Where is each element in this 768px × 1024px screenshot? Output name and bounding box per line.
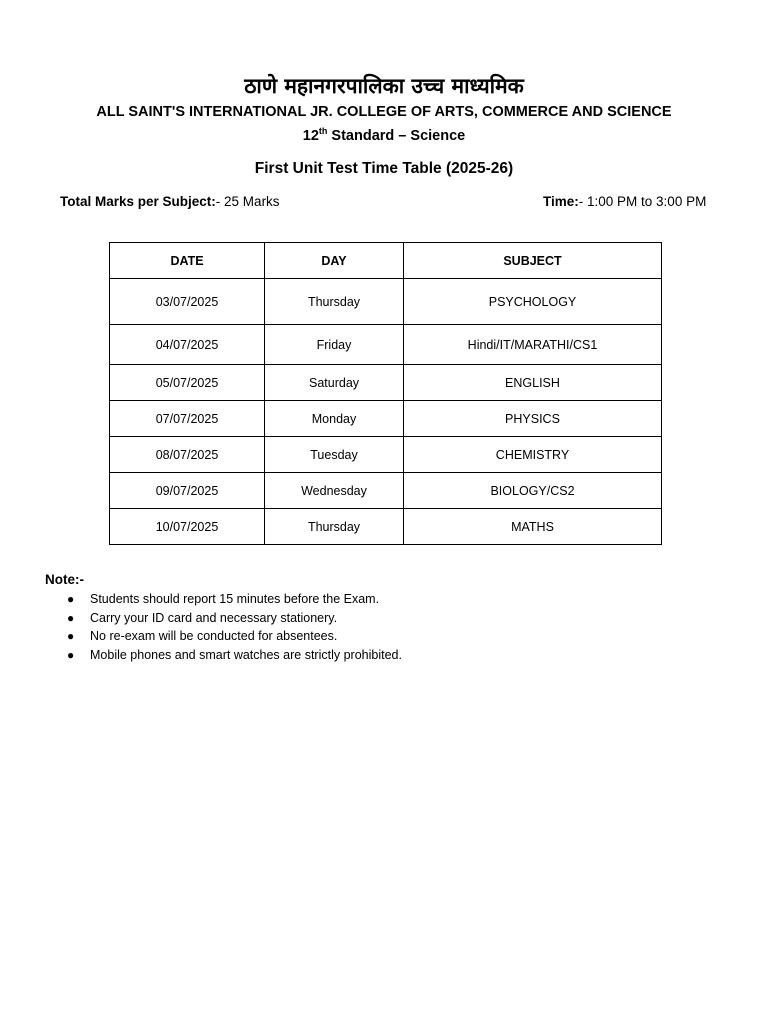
exam-time-label: Time: [543, 194, 579, 209]
row-day: Thursday [265, 279, 404, 325]
standard-heading [0, 126, 768, 144]
row-day: Tuesday [265, 437, 404, 473]
row-day: Monday [265, 401, 404, 437]
note-text: Students should report 15 minutes before the Exam. [90, 592, 380, 606]
row-day: Saturday [265, 365, 404, 401]
row-subject: ENGLISH [404, 365, 662, 401]
notes-list [45, 590, 402, 664]
header-subject: SUBJECT [404, 243, 662, 279]
table-row [110, 279, 662, 325]
row-date: 04/07/2025 [110, 325, 265, 365]
row-date: 07/07/2025 [110, 401, 265, 437]
header-day: DAY [265, 243, 404, 279]
list-item [45, 627, 402, 646]
bullet-icon: ● [67, 610, 75, 625]
row-subject: BIOLOGY/CS2 [404, 473, 662, 509]
total-marks [60, 194, 280, 209]
note-text: Carry your ID card and necessary stationery. [90, 610, 338, 625]
list-item [45, 646, 402, 665]
row-subject: CHEMISTRY [404, 437, 662, 473]
table-row [110, 401, 662, 437]
row-subject: MATHS [404, 509, 662, 545]
note-text: No re-exam will be conducted for absentees. [90, 629, 338, 643]
timetable-title: First Unit Test Time Table (2025-26) [254, 160, 514, 177]
table-header-row [110, 243, 662, 279]
table-row [110, 365, 662, 401]
table-row [110, 509, 662, 545]
row-date: 08/07/2025 [110, 437, 265, 473]
table-row [110, 325, 662, 365]
bullet-icon: ● [67, 592, 75, 606]
standard-rest: Standard – Science [327, 127, 466, 144]
organization-title: ठाणे महानगरपालिका उच्च माध्यमिक [244, 74, 524, 98]
bullet-icon: ● [67, 647, 75, 662]
school-name: ALL SAINT'S INTERNATIONAL JR. COLLEGE OF ARTS, COMMERCE AND SCIENCE [96, 104, 672, 120]
list-item [45, 609, 402, 628]
note-text: Mobile phones and smart watches are strictly prohibited. [90, 647, 402, 662]
row-day: Friday [265, 325, 404, 365]
table-row [110, 473, 662, 509]
table-row [110, 437, 662, 473]
note-label: Note:- [45, 572, 84, 587]
row-subject: PHYSICS [404, 401, 662, 437]
total-marks-value: - 25 Marks [215, 194, 280, 209]
standard-suffix: th [318, 126, 328, 136]
row-subject: PSYCHOLOGY [404, 279, 662, 325]
row-day: Thursday [265, 509, 404, 545]
exam-time-value: - 1:00 PM to 3:00 PM [578, 194, 707, 209]
standard-number: 12 [302, 127, 319, 144]
row-date: 09/07/2025 [110, 473, 265, 509]
bullet-icon: ● [67, 629, 75, 643]
row-date: 03/07/2025 [110, 279, 265, 325]
timetable-table [109, 242, 662, 545]
list-item [45, 590, 402, 609]
total-marks-label: Total Marks per Subject: [60, 194, 216, 209]
exam-time [543, 194, 706, 209]
header-date: DATE [110, 243, 265, 279]
row-date: 05/07/2025 [110, 365, 265, 401]
row-day: Wednesday [265, 473, 404, 509]
row-subject: Hindi/IT/MARATHI/CS1 [404, 325, 662, 365]
row-date: 10/07/2025 [110, 509, 265, 545]
